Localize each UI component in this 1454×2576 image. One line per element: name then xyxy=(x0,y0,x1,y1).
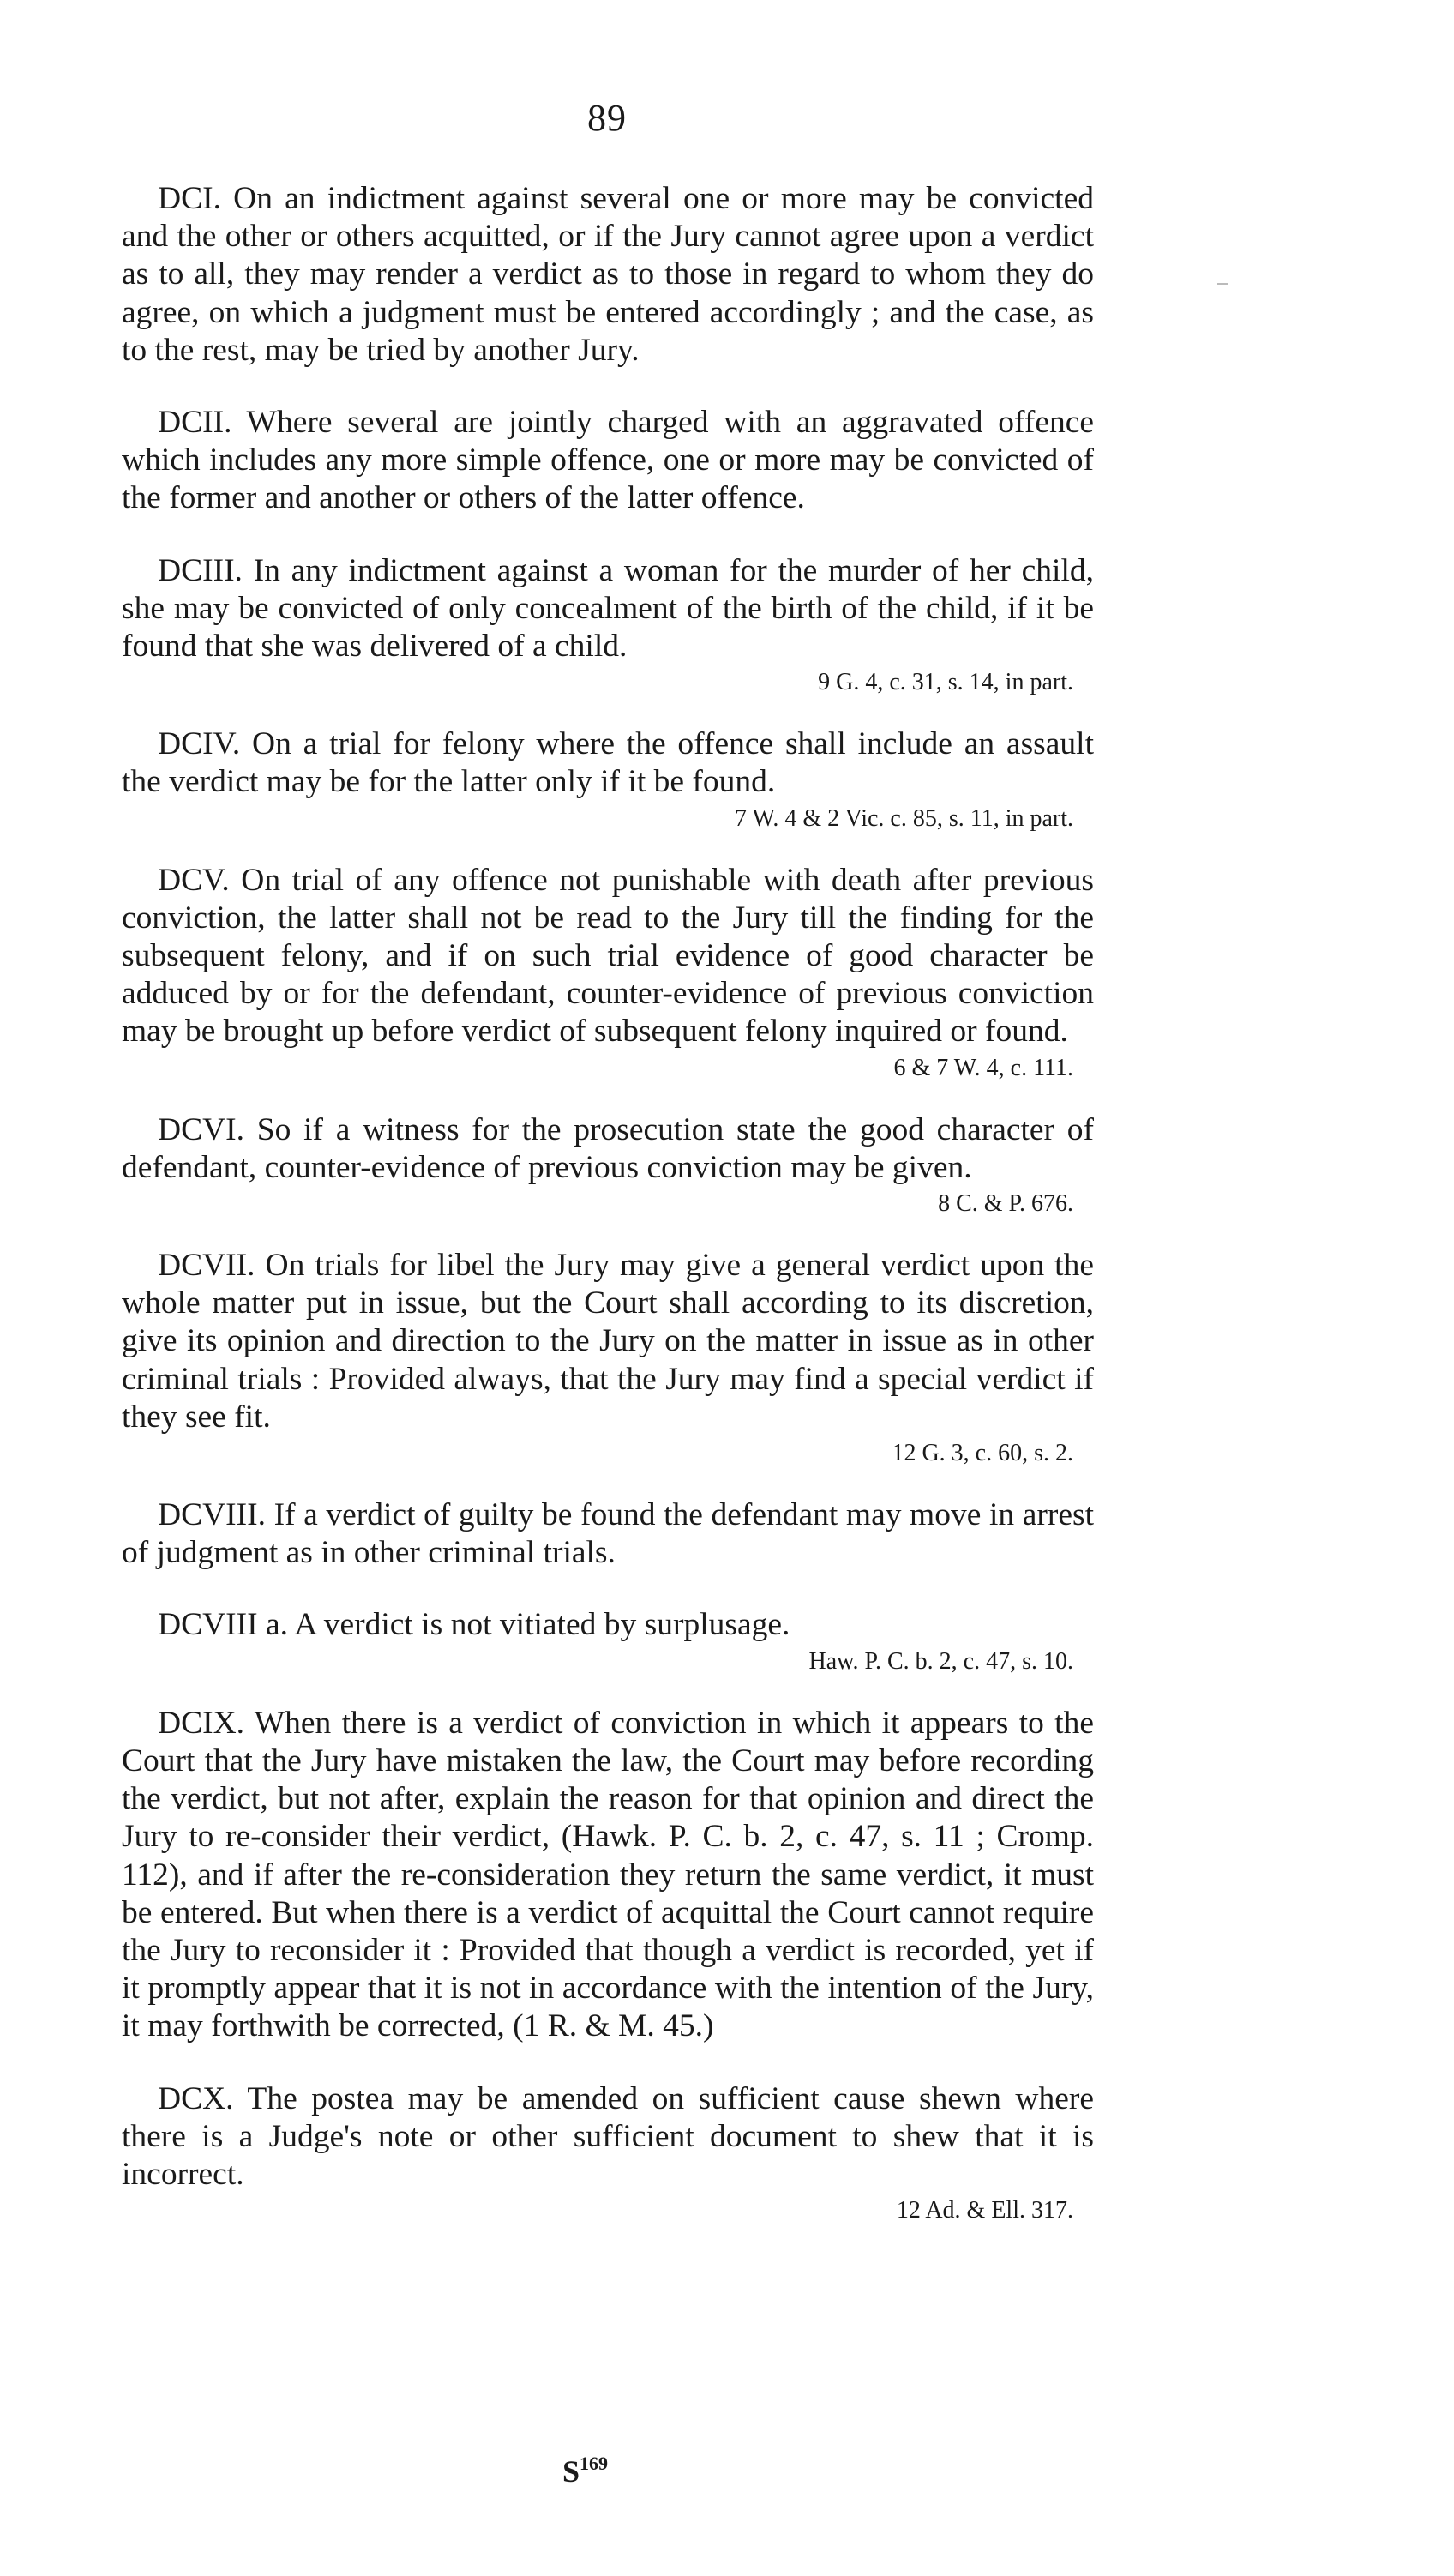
statute-text-body xyxy=(122,180,1094,2228)
signature-number: 169 xyxy=(580,2453,609,2474)
section-dciv: DCIV. On a trial for felony where the offence shall include an assault the verdict may be for the latter only if it be found. xyxy=(122,726,1094,800)
citation-dcvii: 12 G. 3, c. 60, s. 2. xyxy=(892,1440,1073,1467)
citation-dcvi: 8 C. & P. 676. xyxy=(938,1190,1073,1218)
section-dcviii: DCVIII. If a verdict of guilty be found the defendant may move in arrest of judgment as in other criminal trials. xyxy=(122,1497,1094,1571)
section-dciii: DCIII. In any indictment against a woman for the murder of her child, she may be convicted of only concealment of the birth of the child, if it be found that she was delivered of a child. xyxy=(122,552,1094,665)
citation-dciv: 7 W. 4 & 2 Vic. c. 85, s. 11, in part. xyxy=(735,804,1073,832)
margin-mark xyxy=(1217,283,1228,285)
section-dcv: DCV. On trial of any offence not punishable with death after previous conviction, the latter shall not be read to the Jury till the finding for the subsequent felony, and if on such trial evidence of good character be adduced by or for the defendant, counter-evidence of previous conviction may be brought up before verdict of subsequent felony inquired or found. xyxy=(122,862,1094,1050)
section-dcviii-a: DCVIII a. A verdict is not vitiated by surplusage. xyxy=(158,1607,790,1643)
section-dcx: DCX. The postea may be amended on sufficient cause shewn where there is a Judge's note or other sufficient document to shew that it is incorrect. xyxy=(122,2080,1094,2192)
section-dcvii: DCVII. On trials for libel the Jury may give a general verdict upon the whole matter put in issue, but the Court shall according to its discretion, give its opinion and direction to the Jury on the matter in issue as in other criminal trials : Provided always, that the Jury may find a special verdict if they see fit. xyxy=(122,1248,1094,1435)
signature-letter: S xyxy=(562,2454,580,2489)
citation-dcv: 6 & 7 W. 4, c. 111. xyxy=(893,1054,1073,1081)
section-dcix: DCIX. When there is a verdict of conviction in which it appears to the Court that the Jury have mistaken the law, the Court may before recording the verdict, but not after, explain the reason for that opinion and direct the Jury to re-consider their verdict, (Hawk. P. C. b. 2, c. 47, s. 11 ; Cromp. 112), and if after the re-consideration they return the same verdict, it must be entered. But when there is a verdict of acquittal the Court cannot require the Jury to reconsider it : Provided that though a verdict is recorded, yet if it promptly appear that it is not in accordance with the intention of the Jury, it may forthwith be corrected, (1 R. & M. 45.) xyxy=(122,1705,1094,2044)
section-dcvi: DCVI. So if a witness for the prosecution state the good character of defendant, counter-evidence of previous conviction may be given. xyxy=(122,1111,1094,1185)
citation-dcviii-a: Haw. P. C. b. 2, c. 47, s. 10. xyxy=(808,1647,1073,1675)
page-number: 89 xyxy=(587,97,627,139)
signature-mark xyxy=(562,2453,608,2489)
citation-dcx: 12 Ad. & Ell. 317. xyxy=(896,2197,1073,2224)
section-dci: DCI. On an indictment against several one or more may be convicted and the other or others acquitted, or if the Jury cannot agree upon a verdict as to all, they may render a verdict as to those in regard to whom they do agree, on which a judgment must be entered accordingly ; and the case, as to the rest, may be tried by another Jury. xyxy=(122,181,1094,368)
section-dcii: DCII. Where several are jointly charged with an aggravated offence which includes any more simple offence, one or more may be convicted of the former and another or others of the latter offence. xyxy=(122,405,1094,516)
citation-dciii: 9 G. 4, c. 31, s. 14, in part. xyxy=(818,669,1073,696)
